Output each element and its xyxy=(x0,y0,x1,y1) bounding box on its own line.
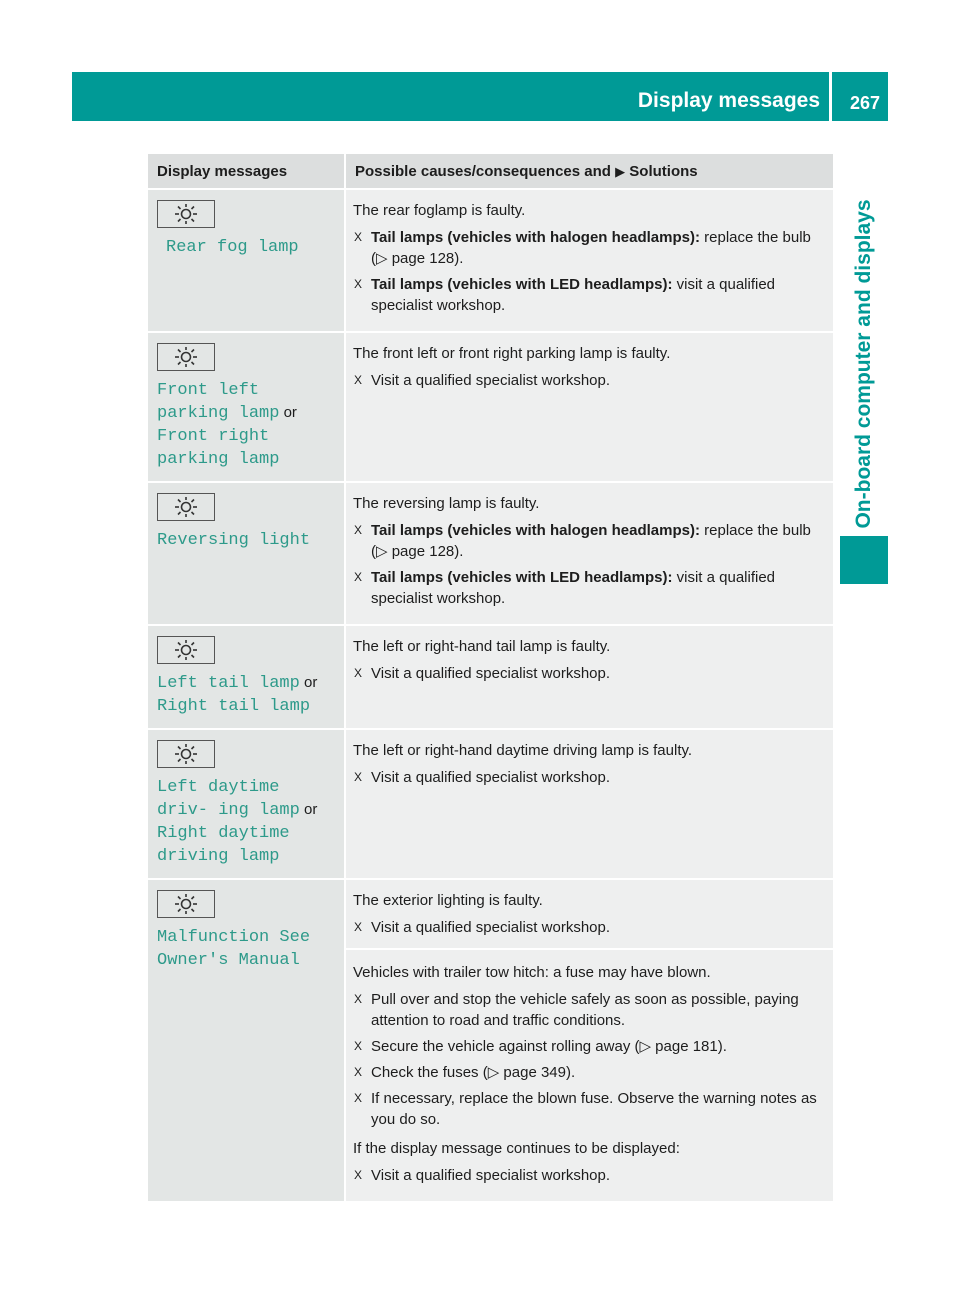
cause-text: The exterior lighting is faulty. xyxy=(353,892,543,909)
step-arrow-icon: X xyxy=(354,277,363,291)
solution-step: X Tail lamps (vehicles with LED headlamps): visit a qualified specialist workshop. xyxy=(354,276,776,314)
or-connector: or xyxy=(283,404,297,421)
cause-text: The left or right-hand tail lamp is faulty. xyxy=(353,638,611,655)
display-message-text: Left tail lamp xyxy=(157,674,300,693)
solution-step: X Visit a qualified specialist workshop. xyxy=(354,769,611,786)
solution-step: X Visit a qualified specialist workshop. xyxy=(354,665,611,682)
solution-step: X Tail lamps (vehicles with halogen headlamps): replace the bulb (▷ page 128). xyxy=(354,522,811,560)
chapter-side-tab xyxy=(840,144,888,584)
solution-block-lighting xyxy=(353,890,827,938)
chapter-label: On-board computer and displays xyxy=(852,199,875,529)
cause-text: The front left or front right parking lamp is faulty. xyxy=(353,345,671,362)
page-number: 267 xyxy=(849,93,880,113)
table-row xyxy=(148,625,833,729)
display-message-text: Malfunction See Owner's Manual xyxy=(157,928,311,970)
step-arrow-icon: X xyxy=(354,373,363,387)
step-arrow-icon: X xyxy=(354,992,363,1006)
step-arrow-icon: X xyxy=(354,666,363,680)
page-header-bar xyxy=(72,72,888,121)
solution-cell xyxy=(345,332,833,482)
display-message-text: Left daytime driv‐ ing lamp xyxy=(157,778,300,820)
solution-cell xyxy=(345,482,833,625)
solution-step: X Visit a qualified specialist workshop. xyxy=(354,1167,611,1184)
solution-step: X Visit a qualified specialist workshop. xyxy=(354,919,611,936)
display-message-text: Right daytime driving lamp xyxy=(157,824,290,866)
or-connector: or xyxy=(304,801,318,818)
message-cell xyxy=(148,482,345,625)
display-message-text: Reversing light xyxy=(157,531,311,550)
bulb-icon xyxy=(157,740,215,768)
table-row xyxy=(148,482,833,625)
table-header-row xyxy=(148,154,833,189)
chapter-marker xyxy=(840,536,888,584)
display-message-text: Front left parking lamp xyxy=(157,381,280,423)
column-header-solutions-prefix: Possible causes/consequences and xyxy=(355,162,611,180)
step-arrow-icon: X xyxy=(354,920,363,934)
display-message-text: Front right parking lamp xyxy=(157,427,280,469)
cause-text: Vehicles with trailer tow hitch: a fuse may have blown. xyxy=(353,964,711,981)
cause-text: The rear foglamp is faulty. xyxy=(353,202,526,219)
solution-cell xyxy=(345,625,833,729)
message-cell xyxy=(148,625,345,729)
message-cell xyxy=(148,189,345,332)
message-cell xyxy=(148,332,345,482)
cause-text: The reversing lamp is faulty. xyxy=(353,495,540,512)
section-title: Display messages xyxy=(637,89,820,112)
solution-step: X Check the fuses (▷ page 349). xyxy=(354,1064,576,1081)
header-divider xyxy=(829,72,832,121)
message-cell xyxy=(148,729,345,879)
step-arrow-icon: X xyxy=(354,1091,363,1105)
table-row xyxy=(148,332,833,482)
or-connector: or xyxy=(304,674,318,691)
solution-cell xyxy=(345,879,833,1202)
bulb-icon xyxy=(157,636,215,664)
solution-block-trailer-fuse xyxy=(346,948,833,1186)
step-arrow-icon: X xyxy=(354,570,363,584)
step-arrow-icon: X xyxy=(354,1168,363,1182)
solution-cell xyxy=(345,189,833,332)
arrow-right-icon: ▶ xyxy=(615,163,626,179)
solution-cell xyxy=(345,729,833,879)
display-messages-table xyxy=(148,154,833,1203)
step-arrow-icon: X xyxy=(354,523,363,537)
message-cell xyxy=(148,879,345,1202)
display-message-text: Rear fog lamp xyxy=(166,238,299,257)
solution-step: X Tail lamps (vehicles with LED headlamps): visit a qualified specialist workshop. xyxy=(354,569,776,607)
solution-step: X Pull over and stop the vehicle safely as soon as possible, paying attention to road and traffic conditions. xyxy=(354,991,799,1029)
bulb-icon xyxy=(157,493,215,521)
column-header-solutions xyxy=(345,154,833,189)
display-message-text: Right tail lamp xyxy=(157,697,311,716)
step-arrow-icon: X xyxy=(354,230,363,244)
table-row xyxy=(148,189,833,332)
solution-step: X Visit a qualified specialist workshop. xyxy=(354,372,611,389)
bulb-icon xyxy=(157,890,215,918)
followup-text: If the display message continues to be displayed: xyxy=(353,1140,680,1157)
bulb-icon xyxy=(157,343,215,371)
bulb-icon xyxy=(157,200,215,228)
table-row xyxy=(148,729,833,879)
column-header-messages: Display messages xyxy=(148,154,345,189)
step-arrow-icon: X xyxy=(354,770,363,784)
solution-step: X Secure the vehicle against rolling away (▷ page 181). xyxy=(354,1038,727,1055)
column-header-solutions-suffix: Solutions xyxy=(629,162,698,180)
table-row xyxy=(148,879,833,1202)
step-arrow-icon: X xyxy=(354,1065,363,1079)
cause-text: The left or right-hand daytime driving lamp is faulty. xyxy=(353,742,693,759)
step-arrow-icon: X xyxy=(354,1039,363,1053)
solution-step: X If necessary, replace the blown fuse. Observe the warning notes as you do so. xyxy=(354,1090,817,1128)
solution-step: X Tail lamps (vehicles with halogen headlamps): replace the bulb (▷ page 128). xyxy=(354,229,811,267)
